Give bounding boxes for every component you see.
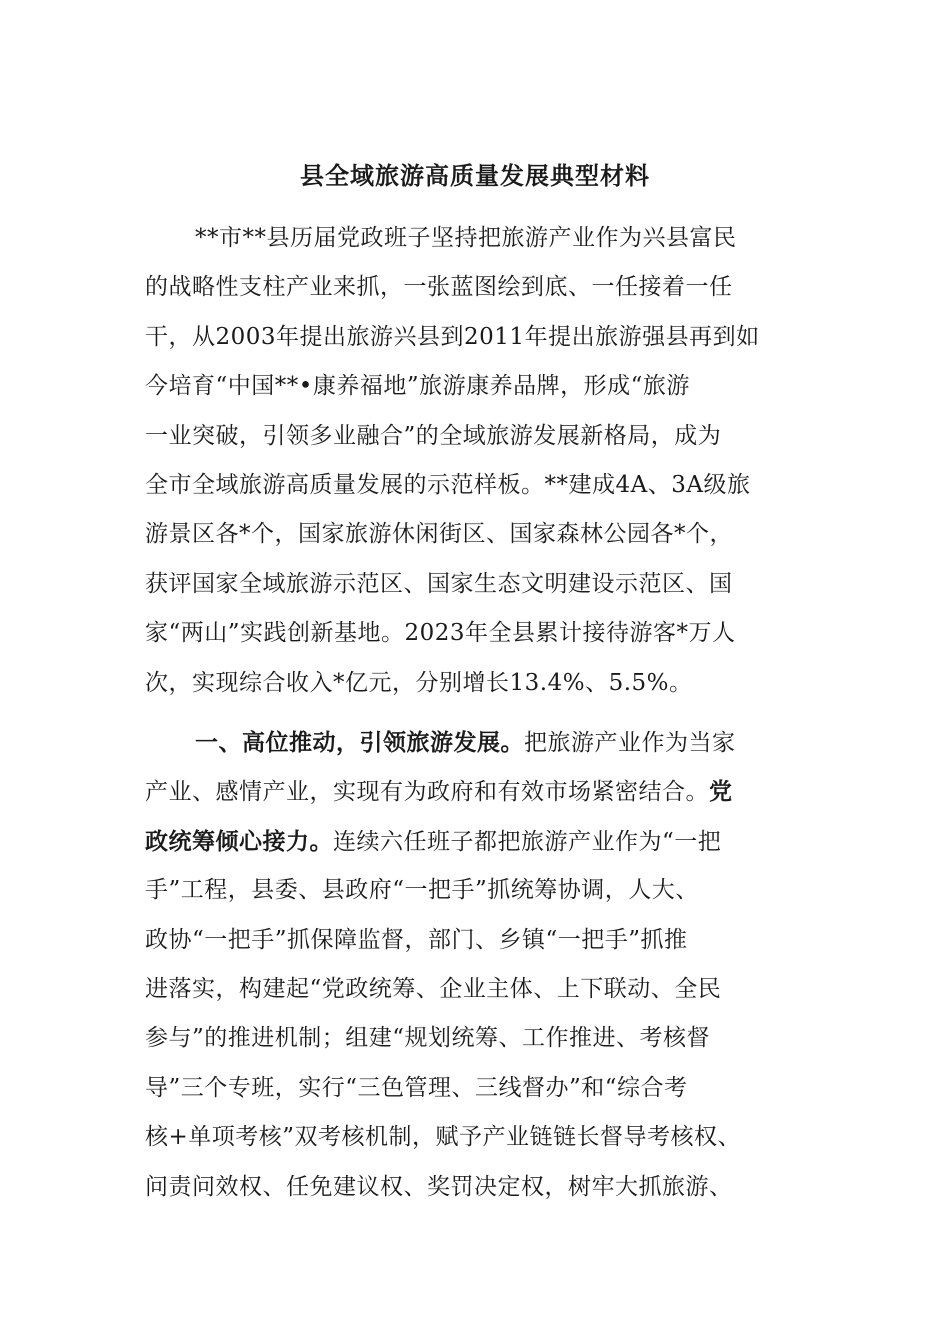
text-line: 手”工程，县委、县政府“一把手”抓统筹协调，人大、 [145,877,699,904]
text-line [145,817,807,866]
text-run: 把旅游产业作为当家 [524,730,736,756]
paragraph-section-one [145,718,807,1212]
text-run: 连续六任班子都把旅游产业作为“一把 [333,828,722,855]
text-run: 产业、感情产业，实现有为政府和有效市场紧密结合。 [145,779,709,806]
text-line: 家“两山”实践创新基地。2023年全县累计接待游客*万人 [145,620,736,647]
document-title: 县全域旅游高质量发展典型材料 [300,161,650,190]
text-line: 参与”的推进机制；组建“规划统筹、工作推进、考核督 [145,1025,711,1052]
text-line: 获评国家全域旅游示范区、国家生态文明建设示范区、国 [145,570,733,597]
text-line: 次，实现综合收入*亿元，分别增长13.4%、5.5%。 [145,669,693,696]
text-line [145,718,807,767]
text-line: 问责问效权、任免建议权、奖罚决定权，树牢大抓旅游、 [145,1173,733,1200]
text-line: 全市全域旅游高质量发展的示范样板。**建成4A、3A级旅 [145,471,751,498]
text-line [145,767,807,816]
text-line: 进落实，构建起“党政统筹、企业主体、上下联动、全民 [145,975,722,1002]
text-line: 一业突破，引领多业融合”的全域旅游发展新格局，成为 [145,422,722,449]
subheading-run: 政统筹倾心接力。 [145,827,333,855]
text-line: 的战略性支柱产业来抓，一张蓝图绘到底、一任接着一任 [145,274,733,301]
subheading-run: 党 [709,778,733,806]
text-line: 游景区各*个，国家旅游休闲街区、国家森林公园各*个， [145,521,733,548]
text-line: 政协“一把手”抓保障监督，部门、乡镇“一把手”抓推 [145,926,688,953]
section-heading: 一、高位推动，引领旅游发展。 [195,729,524,756]
text-line: **市**县历届党政班子坚持把旅游产业作为兴县富民 [195,225,737,251]
paragraph-intro [145,214,807,708]
text-line: 核+单项考核”双考核机制，赋予产业链链长督导考核权、 [145,1124,742,1151]
text-line: 导”三个专班，实行“三色管理、三线督办”和“综合考 [145,1074,688,1101]
text-line: 今培育“中国**•康养福地”旅游康养品牌，形成“旅游 [145,373,690,400]
text-line: 干，从2003年提出旅游兴县到2011年提出旅游强县再到如 [145,323,760,350]
